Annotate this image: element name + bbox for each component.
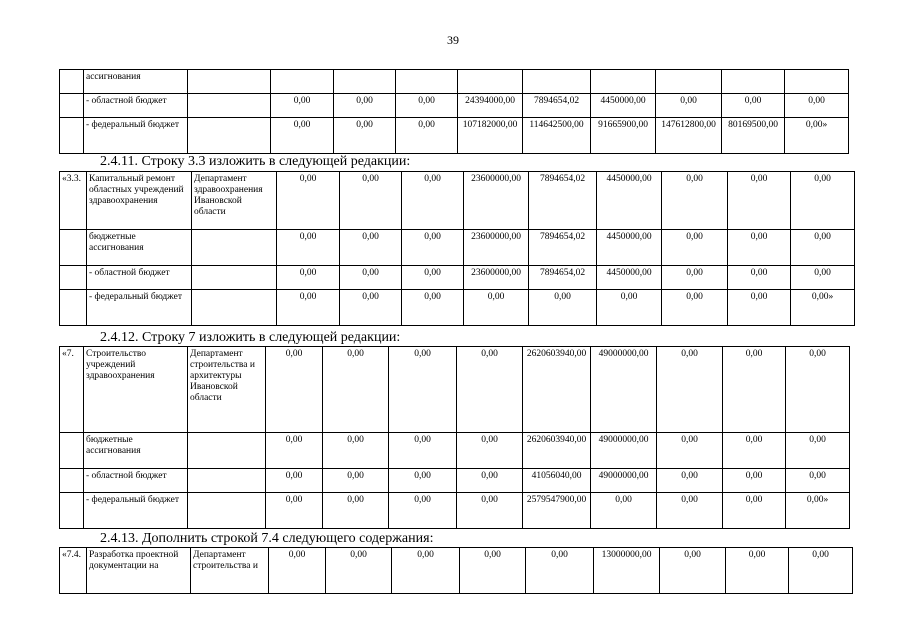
amount-cell: 0,00 [271, 94, 334, 118]
table-row [60, 469, 850, 493]
amount-cell: 0,00 [657, 433, 723, 469]
amount-cell: 23600000,00 [464, 230, 529, 266]
amount-cell: 0,00 [326, 548, 392, 594]
amount-cell: 0,00 [266, 433, 323, 469]
amount-cell: 0,00 [323, 493, 389, 529]
amount-cell: 2620603940,00 [523, 347, 591, 433]
amount-cell: 0,00 [340, 266, 402, 290]
amount-cell: 0,00 [457, 469, 523, 493]
row-number-cell [60, 70, 84, 94]
item-name-cell: - федеральный бюджет [84, 493, 188, 529]
table-row [60, 266, 855, 290]
amount-cell: 0,00 [266, 469, 323, 493]
table-row [60, 230, 855, 266]
amount-cell [523, 70, 591, 94]
amount-cell: 7894654,02 [529, 172, 597, 230]
amount-cell [785, 70, 849, 94]
amount-cell: 0,00 [662, 266, 728, 290]
item-name-cell: Капитальный ремонт областных учреждений здравоохранения [87, 172, 192, 230]
department-cell [188, 433, 266, 469]
amount-cell: 7894654,02 [529, 230, 597, 266]
amount-cell: 0,00 [791, 230, 855, 266]
amount-cell: 41056040,00 [523, 469, 591, 493]
row-number-cell: «7.4. [60, 548, 87, 594]
amount-cell: 4450000,00 [597, 172, 662, 230]
row-number-cell [60, 433, 84, 469]
amount-cell: 4450000,00 [597, 266, 662, 290]
amount-cell: 0,00 [340, 172, 402, 230]
amount-cell: 0,00 [402, 290, 464, 326]
row-number-cell [60, 94, 84, 118]
amount-cell: 4450000,00 [597, 230, 662, 266]
item-name-cell: ассигнования [84, 70, 188, 94]
amount-cell: 0,00 [402, 266, 464, 290]
amount-cell: 0,00 [402, 230, 464, 266]
amount-cell: 0,00 [723, 433, 786, 469]
budget-table-continuation [59, 69, 849, 154]
amount-cell [656, 70, 722, 94]
item-name-cell: - областной бюджет [87, 266, 192, 290]
amount-cell: 0,00 [526, 548, 594, 594]
amount-cell: 0,00 [277, 290, 340, 326]
amount-cell: 0,00 [657, 493, 723, 529]
amount-cell: 23600000,00 [464, 266, 529, 290]
amount-cell: 0,00 [791, 172, 855, 230]
amount-cell: 49000000,00 [591, 469, 657, 493]
item-name-cell: - федеральный бюджет [87, 290, 192, 326]
amount-cell: 49000000,00 [591, 433, 657, 469]
amount-cell: 0,00 [656, 94, 722, 118]
amount-cell: 13000000,00 [594, 548, 660, 594]
table-row [60, 493, 850, 529]
amount-cell: 0,00 [529, 290, 597, 326]
amount-cell: 0,00 [723, 493, 786, 529]
amount-cell: 0,00 [389, 433, 457, 469]
amount-cell: 7894654,02 [529, 266, 597, 290]
amount-cell: 0,00» [785, 118, 849, 154]
row-number-cell: «7. [60, 347, 84, 433]
amount-cell: 0,00 [334, 118, 396, 154]
table-row [60, 290, 855, 326]
department-cell [192, 230, 277, 266]
amount-cell: 0,00 [591, 493, 657, 529]
budget-table-row-3-3 [59, 171, 855, 326]
table-row [60, 172, 855, 230]
amount-cell: 2620603940,00 [523, 433, 591, 469]
department-cell [188, 493, 266, 529]
amount-cell: 0,00 [323, 433, 389, 469]
amount-cell: 0,00 [396, 118, 458, 154]
amount-cell [271, 70, 334, 94]
amount-cell: 0,00 [791, 266, 855, 290]
row-number-cell [60, 230, 87, 266]
item-name-cell: - областной бюджет [84, 469, 188, 493]
amount-cell: 0,00 [723, 469, 786, 493]
table-row [60, 118, 849, 154]
amount-cell: 0,00 [389, 347, 457, 433]
budget-table-row-7 [59, 346, 850, 529]
amount-cell: 0,00 [269, 548, 326, 594]
amount-cell: 0,00 [266, 493, 323, 529]
amount-cell: 7894654,02 [523, 94, 591, 118]
amount-cell: 114642500,00 [523, 118, 591, 154]
budget-table-row-7-4 [59, 547, 853, 594]
amount-cell: 0,00 [402, 172, 464, 230]
amount-cell: 49000000,00 [591, 347, 657, 433]
amount-cell: 0,00 [728, 266, 791, 290]
amount-cell [722, 70, 785, 94]
department-cell: Департамент строительства и архитектуры Ивановской области [188, 347, 266, 433]
amount-cell: 0,00 [723, 347, 786, 433]
amount-cell: 24394000,00 [458, 94, 523, 118]
amount-cell: 0,00 [460, 548, 526, 594]
item-name-cell: - федеральный бюджет [84, 118, 188, 154]
amount-cell: 23600000,00 [464, 172, 529, 230]
amount-cell: 0,00 [334, 94, 396, 118]
item-name-cell: Разработка проектной документации на [87, 548, 191, 594]
department-cell [188, 70, 271, 94]
amount-cell: 0,00 [786, 469, 850, 493]
amount-cell: 0,00 [271, 118, 334, 154]
table-row [60, 70, 849, 94]
amount-cell: 0,00 [266, 347, 323, 433]
item-name-cell: бюджетные ассигнования [84, 433, 188, 469]
amount-cell: 0,00 [786, 347, 850, 433]
amount-cell: 0,00» [791, 290, 855, 326]
row-number-cell [60, 266, 87, 290]
department-cell: Департамент здравоохранения Ивановской области [192, 172, 277, 230]
section-title-3-3: 2.4.11. Строку 3.3 изложить в следующей редакции: [100, 154, 411, 169]
amount-cell: 0,00 [722, 94, 785, 118]
item-name-cell: бюджетные ассигнования [87, 230, 192, 266]
amount-cell: 0,00 [728, 290, 791, 326]
row-number-cell [60, 469, 84, 493]
amount-cell: 0,00 [786, 433, 850, 469]
table-row [60, 433, 850, 469]
department-cell [192, 266, 277, 290]
row-number-cell [60, 493, 84, 529]
amount-cell: 0,00» [786, 493, 850, 529]
amount-cell: 0,00 [657, 347, 723, 433]
table-row [60, 548, 853, 594]
table-row [60, 347, 850, 433]
row-number-cell [60, 290, 87, 326]
row-number-cell [60, 118, 84, 154]
amount-cell: 0,00 [277, 266, 340, 290]
amount-cell: 80169500,00 [722, 118, 785, 154]
table-row [60, 94, 849, 118]
amount-cell: 2579547900,00 [523, 493, 591, 529]
amount-cell: 0,00 [662, 172, 728, 230]
department-cell [188, 94, 271, 118]
section-title-7-4: 2.4.13. Дополнить строкой 7.4 следующего содержания: [100, 531, 434, 546]
department-cell [188, 118, 271, 154]
amount-cell [591, 70, 656, 94]
amount-cell: 0,00 [597, 290, 662, 326]
department-cell [192, 290, 277, 326]
amount-cell: 4450000,00 [591, 94, 656, 118]
amount-cell: 0,00 [662, 230, 728, 266]
item-name-cell: - областной бюджет [84, 94, 188, 118]
amount-cell: 0,00 [785, 94, 849, 118]
amount-cell: 91665900,00 [591, 118, 656, 154]
amount-cell: 0,00 [660, 548, 726, 594]
amount-cell: 107182000,00 [458, 118, 523, 154]
amount-cell: 0,00 [389, 469, 457, 493]
amount-cell [396, 70, 458, 94]
amount-cell: 0,00 [464, 290, 529, 326]
amount-cell: 0,00 [657, 469, 723, 493]
department-cell [188, 469, 266, 493]
amount-cell: 0,00 [396, 94, 458, 118]
amount-cell [334, 70, 396, 94]
amount-cell: 0,00 [323, 469, 389, 493]
amount-cell [458, 70, 523, 94]
amount-cell: 0,00 [789, 548, 853, 594]
amount-cell: 0,00 [457, 347, 523, 433]
amount-cell: 0,00 [728, 172, 791, 230]
amount-cell: 0,00 [340, 290, 402, 326]
amount-cell: 0,00 [277, 230, 340, 266]
page-number: 39 [447, 33, 459, 47]
amount-cell: 0,00 [728, 230, 791, 266]
amount-cell: 0,00 [340, 230, 402, 266]
department-cell: Департамент строительства и [191, 548, 269, 594]
row-number-cell: «3.3. [60, 172, 87, 230]
amount-cell: 0,00 [323, 347, 389, 433]
amount-cell: 0,00 [392, 548, 460, 594]
item-name-cell: Строительство учреждений здравоохранения [84, 347, 188, 433]
amount-cell: 0,00 [389, 493, 457, 529]
section-title-7: 2.4.12. Строку 7 изложить в следующей редакции: [100, 330, 401, 345]
amount-cell: 0,00 [662, 290, 728, 326]
amount-cell: 0,00 [726, 548, 789, 594]
amount-cell: 0,00 [457, 493, 523, 529]
amount-cell: 0,00 [457, 433, 523, 469]
amount-cell: 0,00 [277, 172, 340, 230]
amount-cell: 147612800,00 [656, 118, 722, 154]
